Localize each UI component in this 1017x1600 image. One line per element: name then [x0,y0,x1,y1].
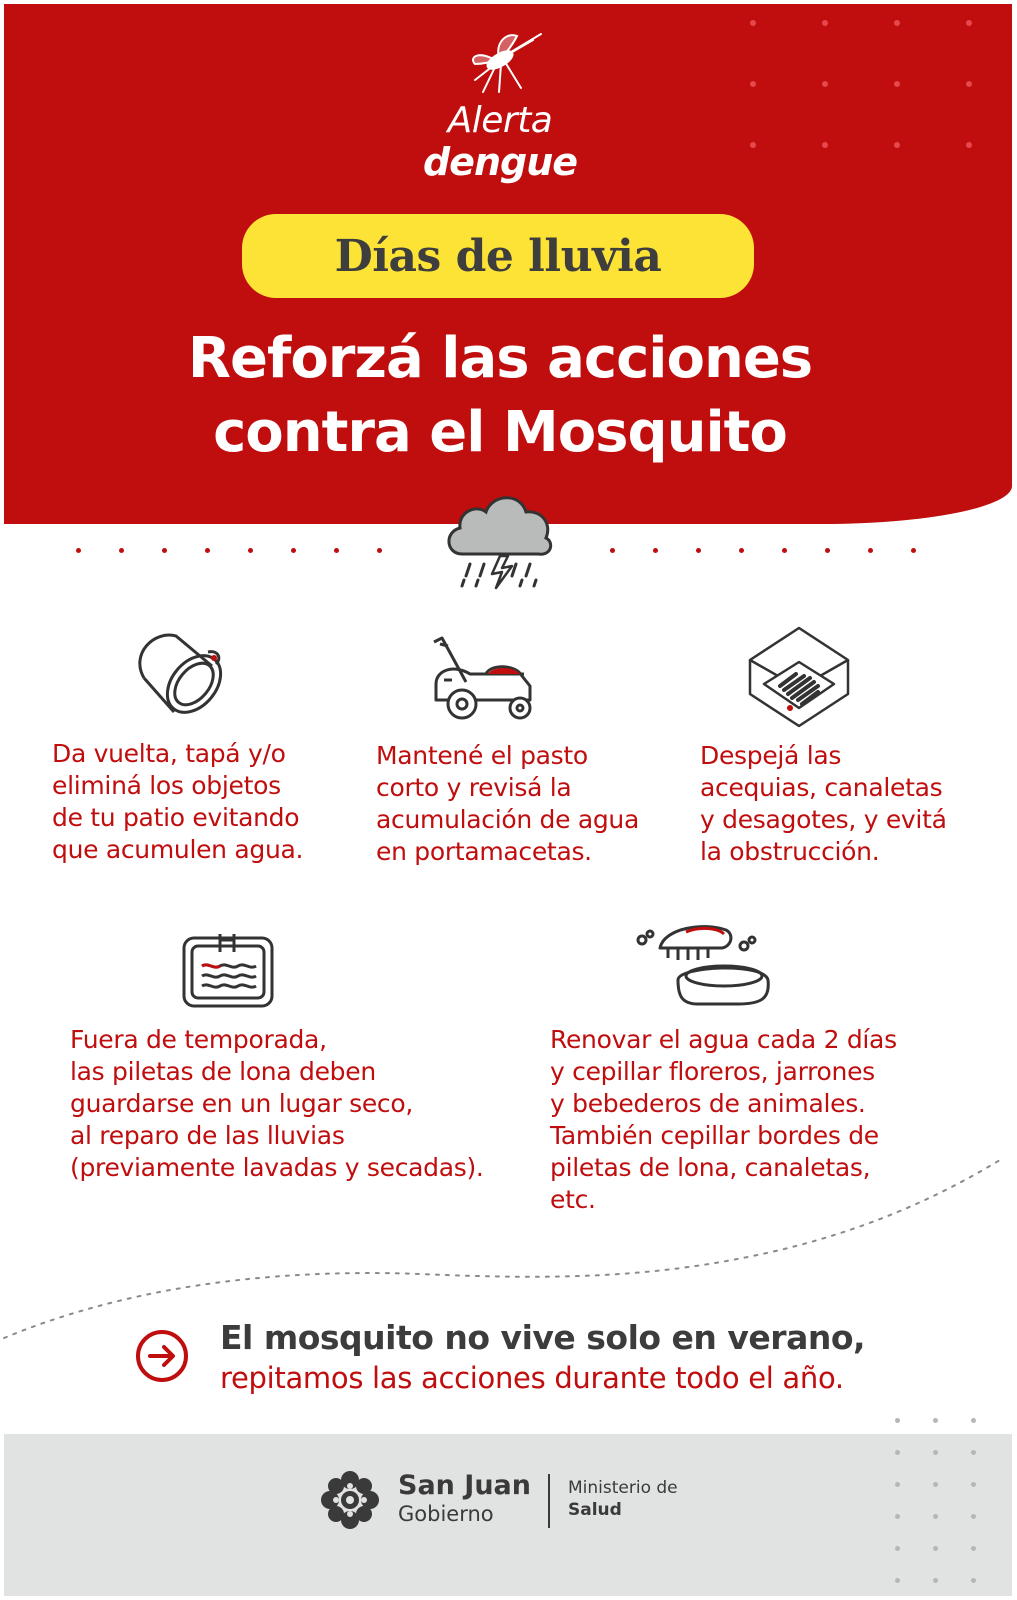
ministry-line-1: Ministerio de [568,1478,678,1498]
lawn-mower-icon [426,634,544,726]
step-text-line: y bebederos de animales. [550,1089,866,1118]
san-juan-emblem-icon [318,1468,382,1532]
step-text-line: Renovar el agua cada 2 días [550,1025,897,1054]
badge-label: Días de lluvia [334,230,662,282]
step-text-line: corto y revisá la [376,773,572,802]
footer [4,1434,1012,1596]
step-text-line: las piletas de lona deben [70,1057,376,1086]
title-line-2: contra el Mosquito [213,400,787,465]
step-text-line: acumulación de agua [376,805,640,834]
title-line-1: Reforzá las acciones [187,326,813,391]
arrow-right-icon [134,1328,190,1384]
ministry-line-2: Salud [568,1500,622,1520]
dotted-separator-right [610,538,954,546]
bucket-icon [124,626,228,722]
step-2-text [376,740,639,868]
badge [242,214,754,298]
step-text-line: piletas de lona, canaletas, [550,1153,871,1182]
step-text-line: etc. [550,1185,596,1214]
org-subtitle: Gobierno [398,1502,494,1526]
step-text-line: y desagotes, y evitá [700,805,947,834]
dotted-separator-left [76,538,420,546]
logo-alerta: Alerta [447,100,553,141]
drain-grate-icon [744,624,854,730]
decorative-dot-grid [750,20,990,160]
step-text-line: Fuera de temporada, [70,1025,327,1054]
page-title [60,322,940,470]
step-text-line: en portamacetas. [376,837,592,866]
storm-cloud-icon [440,484,560,594]
step-text-line: acequias, canaletas [700,773,943,802]
step-text-line: Da vuelta, tapá y/o [52,739,286,768]
step-text-line: guardarse en un lugar seco, [70,1089,413,1118]
pool-icon [180,930,276,1010]
step-text-line: de tu patio evitando [52,803,300,832]
step-text-line: y cepillar floreros, jarrones [550,1057,875,1086]
step-3-text [700,740,947,868]
brush-bowl-icon [634,918,774,1010]
footer-divider [548,1474,550,1528]
step-text-line: Despejá las [700,741,842,770]
org-name: San Juan [398,1470,531,1501]
step-text-line: Mantené el pasto [376,741,588,770]
step-text-line: eliminá los objetos [52,771,281,800]
step-text-line: que acumulen agua. [52,835,304,864]
step-text-line: al reparo de las lluvias [70,1121,345,1150]
logo-dengue: dengue [422,140,578,184]
mosquito-icon [455,30,545,95]
step-text-line: la obstrucción. [700,837,880,866]
footer-dot-grid [895,1418,1005,1598]
step-text-line: (previamente lavadas y secadas). [70,1153,484,1182]
step-1-text [52,738,303,866]
closing-line-1: El mosquito no vive solo en verano, [220,1318,866,1357]
closing-line-2: repitamos las acciones durante todo el año. [220,1361,844,1395]
step-text-line: También cepillar bordes de [550,1121,879,1150]
